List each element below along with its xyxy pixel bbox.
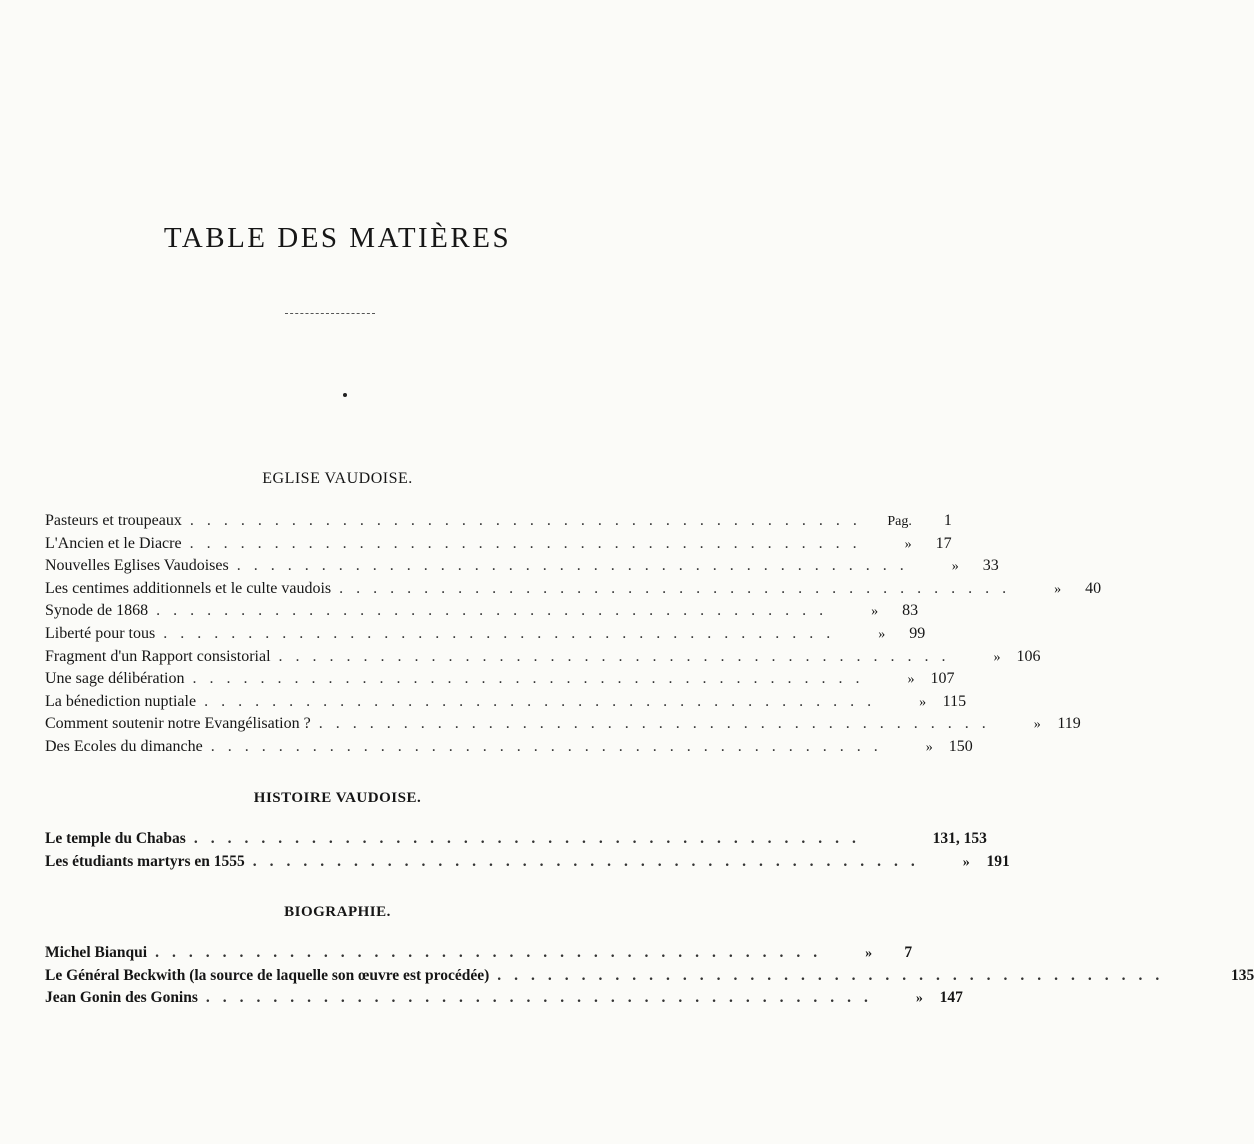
- dot-leader: ........................................: [339, 579, 1020, 597]
- dot-leader: ........................................: [205, 989, 881, 1007]
- toc-entry-title: Comment soutenir notre Evangélisation ?: [45, 715, 311, 733]
- toc-entry: [45, 692, 967, 716]
- toc-entry: [45, 624, 926, 648]
- toc-entry-title: Nouvelles Eglises Vaudoises: [45, 557, 229, 575]
- dot-leader: ........................................: [155, 944, 831, 961]
- toc-entry-marker: »: [919, 694, 927, 710]
- toc-entry: [45, 944, 913, 967]
- toc-entry: [45, 715, 1081, 738]
- section-heading-biographie: BIOGRAPHIE.: [284, 904, 391, 920]
- toc-entry-marker: »: [951, 559, 959, 575]
- section-heading-eglise: EGLISE VAUDOISE.: [262, 470, 413, 487]
- toc-entry-page: 17: [935, 534, 952, 552]
- toc-entry-title: Jean Gonin des Gonins: [45, 989, 198, 1007]
- toc-entry-page: 115: [942, 692, 967, 710]
- toc-entry-page: 33: [982, 557, 999, 575]
- toc-entry-marker: »: [1033, 717, 1041, 733]
- toc-entry-title: Liberté pour tous: [45, 624, 156, 642]
- title-rule: [285, 313, 375, 314]
- toc-entry-marker: »: [904, 536, 912, 552]
- toc-entry-page: 135: [1231, 966, 1254, 984]
- section-heading-histoire: HISTOIRE VAUDOISE.: [253, 790, 422, 806]
- toc-entry-marker: »: [1054, 581, 1062, 597]
- toc-entry-title: Les centimes additionnels et le culte vaudois: [45, 579, 332, 597]
- toc-entry-page: 147: [939, 989, 963, 1007]
- toc-entry-title: Le Général Beckwith (la source de laquelle son œuvre est procédée): [45, 966, 490, 984]
- toc-entry-page: 40: [1085, 579, 1102, 597]
- toc-entry-marker: »: [925, 739, 933, 755]
- dot-leader: ........................................: [189, 534, 870, 552]
- toc-list-eglise: [45, 512, 1102, 761]
- dot-leader: ........................................: [192, 670, 873, 688]
- toc-entry: [45, 512, 952, 535]
- toc-entry: [45, 534, 952, 558]
- toc-entry-page: 7: [904, 944, 913, 961]
- toc-entry-marker: »: [993, 649, 1001, 665]
- dot-leader: ........................................: [210, 737, 891, 755]
- toc-entry: [45, 852, 1010, 876]
- toc-entry-title: Fragment d'un Rapport consistorial: [45, 647, 271, 665]
- toc-entry-marker: »: [871, 604, 879, 620]
- toc-entry-page: 1: [943, 512, 952, 529]
- toc-entry-marker: »: [865, 946, 873, 961]
- dot-leader: ........................................: [193, 830, 869, 847]
- toc-list-histoire: [45, 830, 1010, 875]
- toc-entry-title: Des Ecoles du dimanche: [45, 737, 203, 755]
- toc-entry-title: La bénediction nuptiale: [45, 692, 197, 710]
- toc-entry-page: 150: [948, 737, 973, 755]
- dot-leader: ........................................: [318, 715, 999, 733]
- toc-entry-title: Le temple du Chabas: [45, 830, 186, 847]
- toc-entry-marker: »: [907, 672, 915, 688]
- toc-entry: [45, 647, 1041, 671]
- dot-leader: ........................................: [189, 512, 870, 529]
- toc-entry-title: Michel Bianqui: [45, 944, 148, 961]
- toc-entry: [45, 670, 955, 693]
- toc-entry-title: Synode de 1868: [45, 602, 149, 620]
- page-title: TABLE DES MATIÈRES: [163, 222, 512, 254]
- toc-entry-marker: Pag.: [887, 514, 912, 529]
- toc-list-biographie: [45, 944, 1254, 1012]
- toc-entry-page: 191: [986, 852, 1010, 870]
- toc-entry: [45, 989, 963, 1012]
- toc-entry-marker: »: [878, 626, 886, 642]
- toc-entry-page: 131, 153: [932, 830, 987, 847]
- toc-entry-page: 106: [1016, 647, 1041, 665]
- toc-entry: [45, 579, 1102, 603]
- toc-entry: [45, 557, 999, 580]
- toc-entry-page: 83: [902, 602, 919, 620]
- toc-entry: [45, 830, 987, 853]
- toc-entry-title: L'Ancien et le Diacre: [45, 534, 182, 552]
- toc-entry: [45, 966, 1254, 990]
- dot-leader: ........................................: [497, 966, 1173, 984]
- toc-entry-marker: »: [962, 854, 970, 870]
- toc-entry: [45, 737, 973, 761]
- toc-entry-title: Les étudiants martyrs en 1555: [45, 852, 245, 870]
- dot-leader: ........................................: [236, 557, 917, 575]
- toc-entry-page: 119: [1057, 715, 1081, 733]
- dot-leader: ........................................: [156, 602, 837, 620]
- dot-leader: ........................................: [163, 624, 844, 642]
- dot-leader: ........................................: [252, 852, 928, 870]
- toc-entry-page: 107: [930, 670, 955, 688]
- toc-entry-page: 99: [909, 624, 926, 642]
- dot-leader: ........................................: [278, 647, 959, 665]
- toc-entry-marker: »: [915, 991, 923, 1007]
- toc-entry-title: Pasteurs et troupeaux: [45, 512, 182, 529]
- dot-leader: ........................................: [204, 692, 885, 710]
- ornament-dot: [343, 393, 347, 397]
- toc-entry-title: Une sage délibération: [45, 670, 185, 688]
- toc-entry: [45, 602, 919, 625]
